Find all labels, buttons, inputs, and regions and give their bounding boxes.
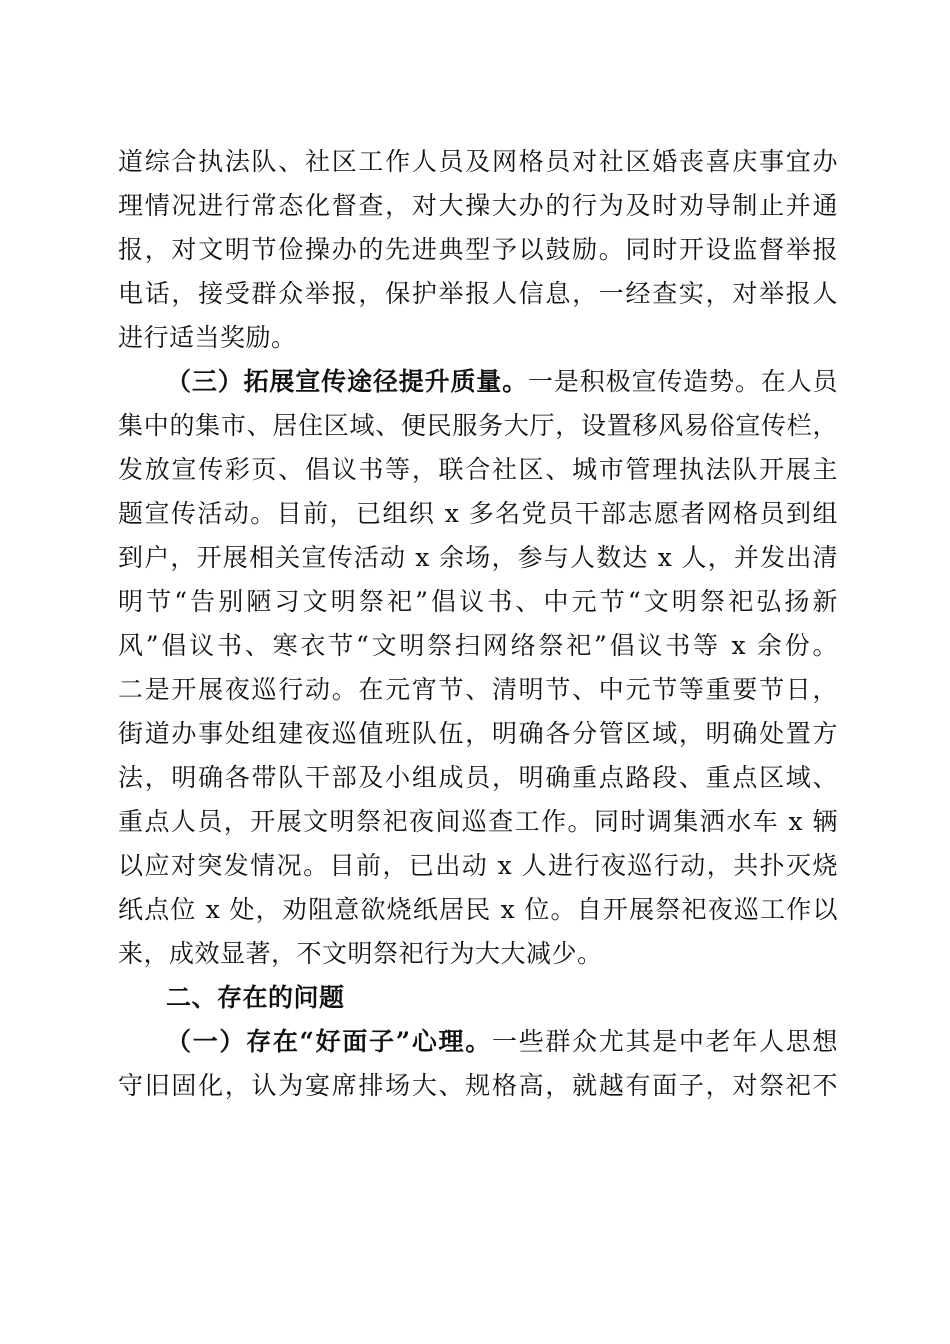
paragraph-line: 报，对文明节俭操办的先进典型予以鼓励。同时开设监督举报	[118, 235, 838, 264]
paragraph-line: 集中的集市、居住区域、便民服务大厅，设置移风易俗宣传栏，	[118, 411, 838, 440]
paragraph-line: 以应对突发情况。目前，已出动 x 人进行夜巡行动，共扑灭烧	[118, 851, 838, 880]
problem-1-first-line-text: 一些群众尤其是中老年人思想	[491, 1027, 838, 1056]
paragraph-line: 重点人员，开展文明祭祀夜间巡查工作。同时调集洒水车 x 辆	[118, 807, 838, 836]
paragraph-line: 风”倡议书、寒衣节“文明祭扫网络祭祀”倡议书等 x 余份。	[118, 631, 838, 660]
paragraph-line: 题宣传活动。目前，已组织 x 多名党员干部志愿者网格员到组	[118, 499, 838, 528]
paragraph-line: 理情况进行常态化督查，对大操大办的行为及时劝导制止并通	[118, 191, 838, 220]
section-3-heading: （三）拓展宣传途径提升质量。	[166, 367, 529, 396]
problem-1-first-line	[166, 1022, 838, 1062]
problem-1-heading: （一）存在“好面子”心理。	[166, 1027, 492, 1056]
paragraph-line: 法，明确各带队干部及小组成员，明确重点路段、重点区域、	[118, 763, 838, 792]
section-3-first-line	[166, 362, 838, 402]
paragraph-line: 道综合执法队、社区工作人员及网格员对社区婚丧喜庆事宜办	[118, 147, 838, 176]
paragraph-line: 明节“告别陋习文明祭祀”倡议书、中元节“文明祭祀弘扬新	[118, 587, 838, 616]
paragraph-line: 守旧固化，认为宴席排场大、规格高，就越有面子，对祭祀不	[118, 1071, 838, 1100]
paragraph-line: 发放宣传彩页、倡议书等，联合社区、城市管理执法队开展主	[118, 455, 838, 484]
paragraph-line: 来，成效显著，不文明祭祀行为大大减少。	[118, 939, 603, 968]
paragraph-line: 电话，接受群众举报，保护举报人信息，一经查实，对举报人	[118, 279, 838, 308]
paragraph-line: 进行适当奖励。	[118, 323, 297, 352]
part-2-heading: 二、存在的问题	[166, 983, 345, 1012]
paragraph-line: 二是开展夜巡行动。在元宵节、清明节、中元节等重要节日，	[118, 675, 838, 704]
paragraph-line: 纸点位 x 处，劝阻意欲烧纸居民 x 位。自开展祭祀夜巡工作以	[118, 895, 838, 924]
section-3-first-line-text: 一是积极宣传造势。在人员	[528, 367, 838, 396]
paragraph-line: 街道办事处组建夜巡值班队伍，明确各分管区域，明确处置方	[118, 719, 838, 748]
paragraph-line: 到户，开展相关宣传活动 x 余场，参与人数达 x 人，并发出清	[118, 543, 838, 572]
